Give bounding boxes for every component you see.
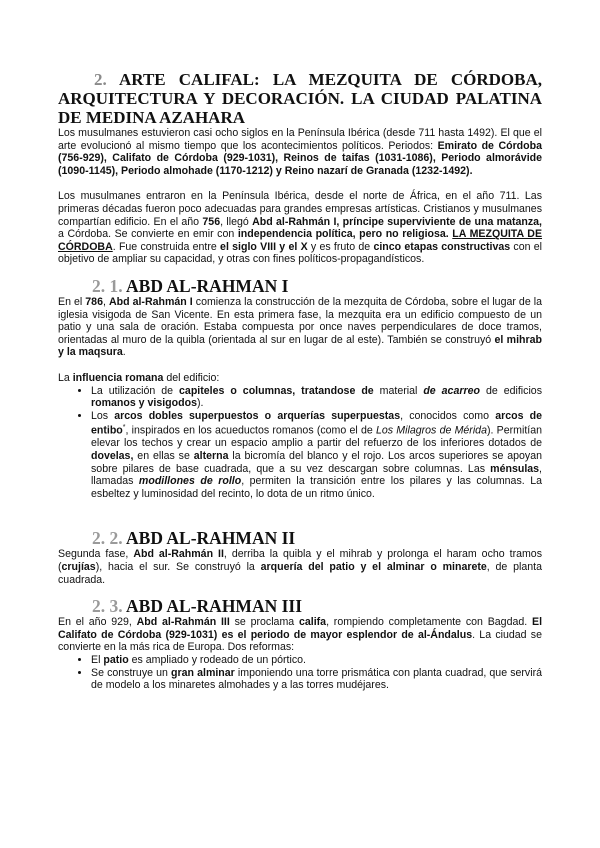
main-heading-number: 2. — [94, 70, 107, 89]
section-2-paragraph: Segunda fase, Abd al-Rahmán II, derriba la quibla y el mihrab y prolonga el haram ocho tramos (crujías), hacia el sur. Se construyó la arquería del patio y el alminar o minarete, de planta cuadrada. — [58, 548, 542, 586]
section-2-heading: 2. 2. ABD AL-RAHMAN II — [92, 528, 296, 549]
list-item: • La utilización de capiteles o columnas, tratandose de material de acarreo de edificios romanos y visigodos). — [91, 385, 542, 410]
section-3-paragraph: En el año 929, Abd al-Rahmán III se proclama califa, rompiendo completamente con Bagdad. El Califato de Córdoba (929-1031) es el periodo de mayor esplendor de al-Ándalus. La ciudad se convierte en la más rica de Europa. Dos reformas: — [58, 616, 543, 654]
page-content — [58, 70, 542, 692]
list-item: • El patio es ampliado y rodeado de un pórtico. — [91, 654, 542, 667]
section-1-paragraph-2: La influencia romana del edificio: — [58, 371, 220, 384]
main-heading — [58, 70, 542, 127]
section-3-heading: 2. 3. ABD AL-RAHMAN III — [92, 596, 303, 617]
section-3-list — [58, 654, 542, 692]
list-item: • Los arcos dobles superpuestos o arquerías superpuestas, conocidos como arcos de entibo*, inspirados en los acueductos romanos (como el de Los Milagros de Mérida). Permitían elevar los techos y crear un espacio amplio a partir del refuerzo de los inferiores dotados de dovelas, en ellas se alterna la bicromía del blanco y el rojo. Los arcos superiores se apoyan sobre pilares de base cuadrada, que a su vez descargan sobre columnas. Las ménsulas, llamadas modillones de rollo, permiten la transición entre los pilares y las columnas. La esbeltez y luminosidad del recinto, lo dota de un ritmo único. — [91, 410, 542, 501]
list-item: • Se construye un gran alminar imponiendo una torre prismática con planta cuadrad, que servirá de modelo a los minaretes almohades y a las torres mudéjares. — [91, 667, 542, 692]
intro-paragraph-2: Los musulmanes entraron en la Península Ibérica, desde el norte de África, en el año 711. Las primeras décadas fueron poco adecuadas para grandes empresas artísticas. Cristianos y musulmanes compartían edificio. En el año 756, llegó Abd al-Rahmán I, príncipe superviviente de una matanza, a Córdoba. Se convierte en emir con independencia política, pero no religiosa. LA MEZQUITA DE CÓRDOBA. Fue construida entre el siglo VIII y el X y es fruto de cinco etapas constructivas con el objetivo de ampliar su capacidad, y otras con fines políticos-propagandísticos. — [58, 190, 543, 266]
main-heading-text: ARTE CALIFAL: LA MEZQUITA DE CÓRDOBA, ARQUITECTURA Y DECORACIÓN. LA CIUDAD PALATINA DE MEDINA AZAHARA — [58, 70, 543, 127]
intro-paragraph-1: Los musulmanes estuvieron casi ocho siglos en la Península Ibérica (desde 711 hasta 1492). El que el arte evolucionó al mismo tiempo que los acontecimientos políticos. Periodos: Emirato de Córdoba (756-929), Califato de Córdoba (929-1031), Reinos de taifas (1031-1086), Periodo almorávide (1090-1145), Periodo almohade (1170-1212) y Reino nazarí de Granada (1232-1492). — [58, 127, 542, 177]
section-1-paragraph-1: En el 786, Abd al-Rahmán I comienza la construcción de la mezquita de Córdoba, sobre el lugar de la iglesia visigoda de San Vicente. En esta primera fase, la mezquita era un edificio compuesto de un patio y una sala de oración. Estaba compuesta por once naves perpendiculares de doce tramos, orientadas al muro de la quibla (orientada al sur en lugar de al este). También se construyó el mihrab y la maqsura. — [58, 295, 542, 359]
section-1-heading: 2. 1. ABD AL-RAHMAN I — [92, 275, 289, 296]
section-1-list — [58, 385, 542, 501]
